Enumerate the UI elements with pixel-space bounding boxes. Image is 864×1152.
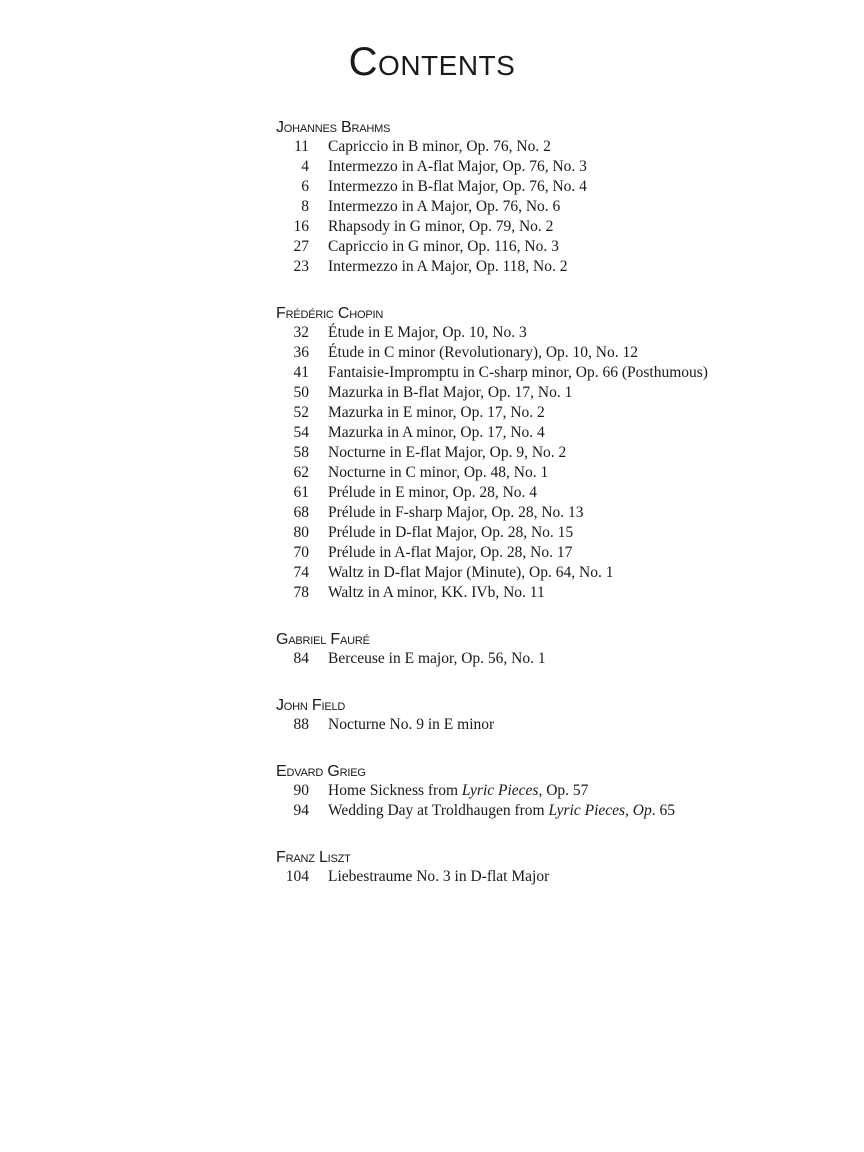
page-number: 8	[301, 198, 309, 215]
toc-entry	[276, 443, 836, 463]
piece-title: Waltz in A minor, KK. IVb, No. 11	[328, 584, 545, 601]
page-number: 78	[293, 584, 309, 601]
composer-heading: Edvard Grieg	[276, 763, 366, 780]
toc-entry	[276, 343, 836, 363]
toc-entry	[276, 383, 836, 403]
composer-heading: Frédéric Chopin	[276, 305, 384, 322]
toc-entry	[276, 503, 836, 523]
page-number: 70	[293, 544, 309, 561]
piece-title: Prélude in D-flat Major, Op. 28, No. 15	[328, 524, 574, 541]
toc-entry	[276, 867, 836, 887]
piece-title: Nocturne in E-flat Major, Op. 9, No. 2	[328, 444, 567, 461]
page-number: 68	[293, 504, 309, 521]
piece-title: Prélude in F-sharp Major, Op. 28, No. 13	[328, 504, 584, 521]
toc-entry	[276, 649, 836, 669]
table-of-contents	[276, 117, 836, 887]
italic-title-part: Lyric Pieces, Op	[548, 802, 652, 819]
page-number: 11	[294, 138, 309, 155]
composer-section	[276, 761, 836, 821]
toc-entry	[276, 583, 836, 603]
page-number: 80	[293, 524, 309, 541]
italic-title-part: Lyric Pieces	[461, 782, 539, 799]
piece-title: Mazurka in A minor, Op. 17, No. 4	[328, 424, 545, 441]
title-part: . 65	[651, 802, 675, 819]
piece-title: Prélude in E minor, Op. 28, No. 4	[328, 484, 538, 501]
toc-entry	[276, 257, 836, 277]
piece-title: Rhapsody in G minor, Op. 79, No. 2	[328, 218, 554, 235]
page-number: 52	[293, 404, 309, 421]
page-number: 54	[293, 424, 309, 441]
page-number: 58	[293, 444, 309, 461]
composer-section	[276, 117, 836, 277]
piece-title: Mazurka in B-flat Major, Op. 17, No. 1	[328, 384, 573, 401]
piece-title: Intermezzo in A-flat Major, Op. 76, No. 3	[328, 158, 587, 175]
toc-entry	[276, 363, 836, 383]
composer-heading: Johannes Brahms	[276, 119, 391, 136]
piece-title: Mazurka in E minor, Op. 17, No. 2	[328, 404, 545, 421]
toc-entry	[276, 715, 836, 735]
title-part: , Op. 57	[538, 782, 589, 799]
piece-title: Capriccio in G minor, Op. 116, No. 3	[328, 238, 559, 255]
page-number: 94	[293, 802, 309, 819]
title-part: Wedding Day at Troldhaugen from	[328, 802, 549, 819]
page-number: 90	[293, 782, 309, 799]
page-number: 41	[293, 364, 309, 381]
composer-section	[276, 629, 836, 669]
piece-title: Liebestraume No. 3 in D-flat Major	[328, 868, 550, 885]
piece-title: Nocturne No. 9 in E minor	[328, 716, 495, 733]
toc-entry	[276, 423, 836, 443]
page-number: 50	[293, 384, 309, 401]
page-number: 36	[293, 344, 309, 361]
piece-title: Waltz in D-flat Major (Minute), Op. 64, No. 1	[328, 564, 614, 581]
toc-entry	[276, 483, 836, 503]
page-number: 6	[301, 178, 309, 195]
page-title: Contents	[348, 40, 516, 84]
toc-entry	[276, 403, 836, 423]
toc-entry	[276, 157, 836, 177]
piece-title: Intermezzo in A Major, Op. 76, No. 6	[328, 198, 561, 215]
piece-title: Étude in C minor (Revolutionary), Op. 10, No. 12	[328, 344, 638, 361]
piece-title: Berceuse in E major, Op. 56, No. 1	[328, 650, 546, 667]
piece-title: Nocturne in C minor, Op. 48, No. 1	[328, 464, 549, 481]
page-number: 23	[293, 258, 309, 275]
page-number: 32	[293, 324, 309, 341]
composer-section	[276, 303, 836, 603]
toc-entry	[276, 463, 836, 483]
piece-title: Étude in E Major, Op. 10, No. 3	[328, 324, 527, 341]
page-number: 84	[293, 650, 309, 667]
toc-entry	[276, 137, 836, 157]
piece-title	[328, 801, 675, 821]
piece-title: Intermezzo in B-flat Major, Op. 76, No. 4	[328, 178, 587, 195]
composer-section	[276, 847, 836, 887]
page-number: 88	[293, 716, 309, 733]
toc-entry	[276, 563, 836, 583]
composer-heading: Gabriel Fauré	[276, 631, 370, 648]
toc-entry	[276, 217, 836, 237]
toc-entry	[276, 237, 836, 257]
toc-entry	[276, 177, 836, 197]
piece-title: Fantaisie-Impromptu in C-sharp minor, Op. 66 (Posthumous)	[328, 364, 708, 381]
toc-entry	[276, 523, 836, 543]
piece-title: Capriccio in B minor, Op. 76, No. 2	[328, 138, 551, 155]
page-number: 104	[285, 868, 309, 885]
toc-entry	[276, 197, 836, 217]
title-part: Home Sickness from	[328, 782, 462, 799]
page-number: 4	[301, 158, 309, 175]
toc-entry	[276, 801, 836, 821]
piece-title: Intermezzo in A Major, Op. 118, No. 2	[328, 258, 568, 275]
page-number: 61	[293, 484, 309, 501]
composer-heading: Franz Liszt	[276, 849, 351, 866]
composer-section	[276, 695, 836, 735]
piece-title: Prélude in A-flat Major, Op. 28, No. 17	[328, 544, 573, 561]
page-number: 62	[293, 464, 309, 481]
toc-entry	[276, 323, 836, 343]
toc-entry	[276, 543, 836, 563]
composer-heading: John Field	[276, 697, 346, 714]
page-number: 74	[293, 564, 309, 581]
page-number: 16	[293, 218, 309, 235]
piece-title	[328, 781, 588, 801]
page-number: 27	[293, 238, 309, 255]
toc-entry	[276, 781, 836, 801]
